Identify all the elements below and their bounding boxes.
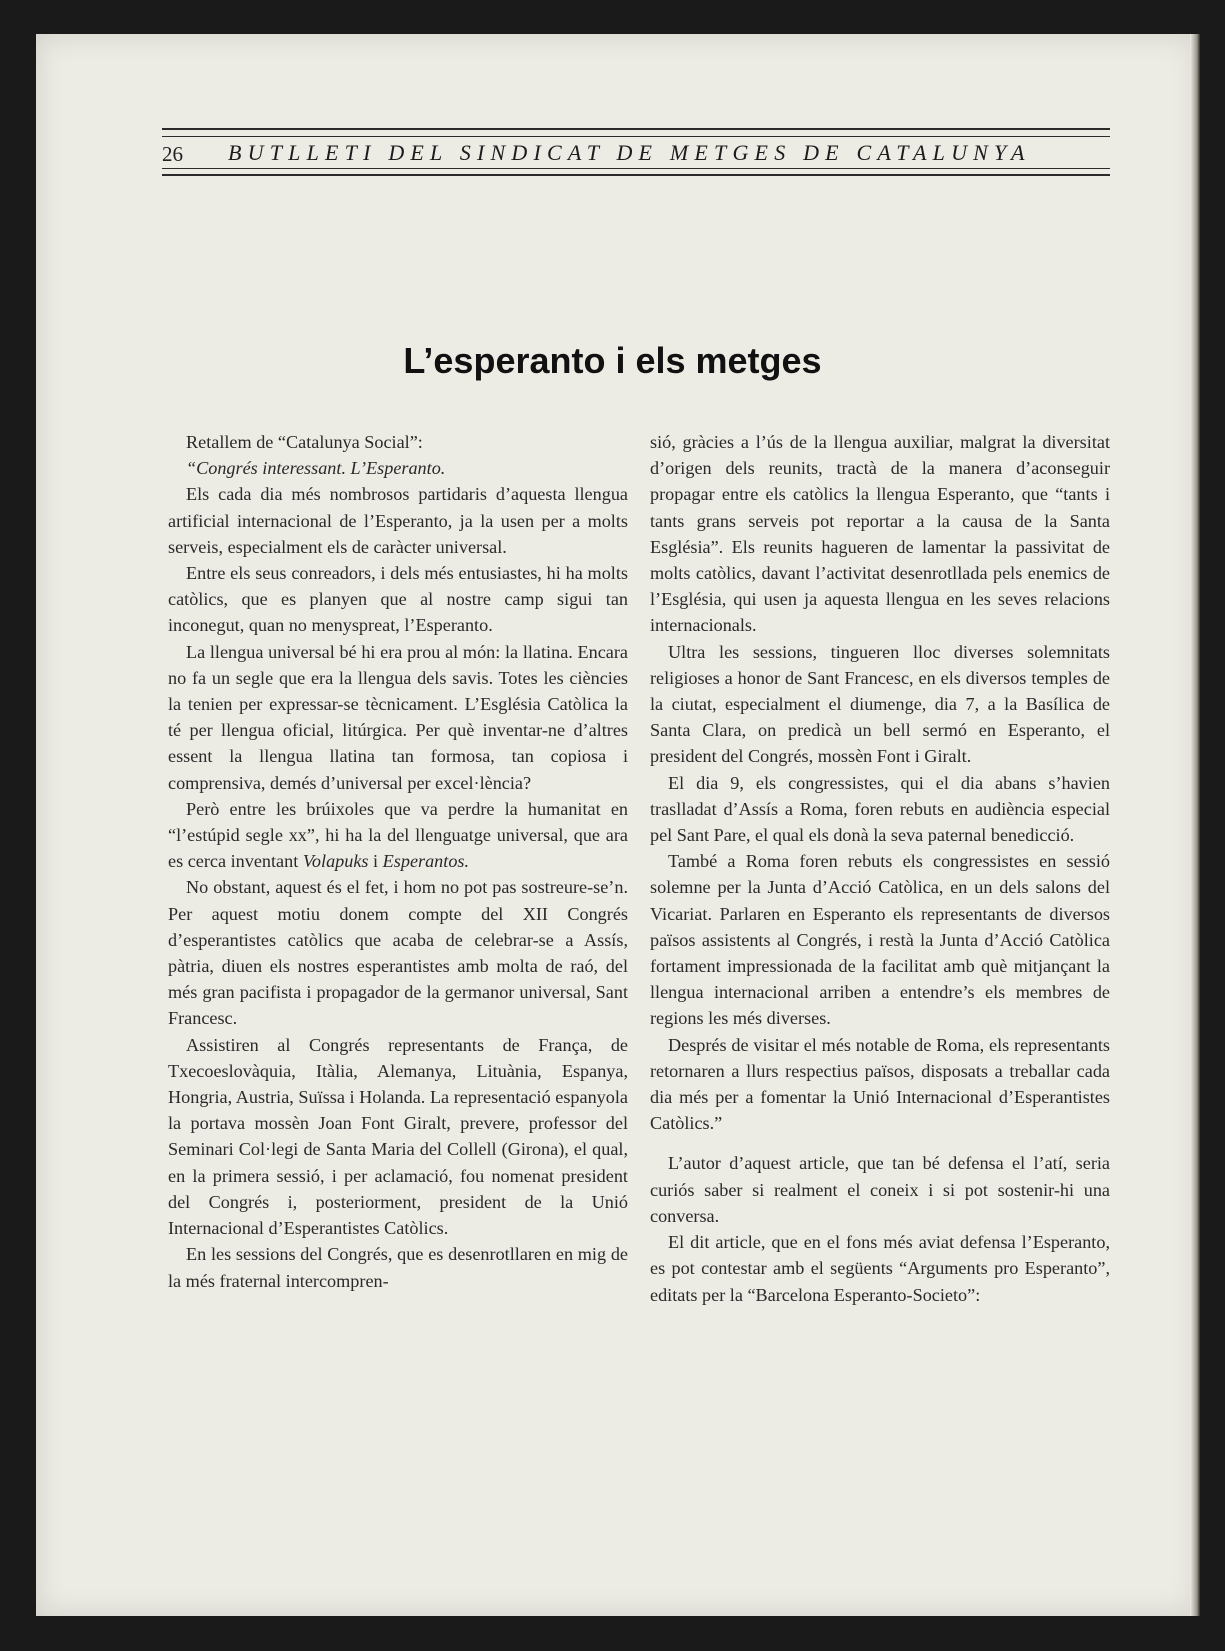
paragraph: També a Roma foren rebuts els congressistes en sessió solemne per la Junta d’Acció Catòlica, en un dels salons del Vicariat. Parlaren en Esperanto els representants de diversos països assistents al Congrés, i restà la Junta d’Acció Catòlica fortament impressionada de la facilitat amb què mitjançant la llengua internacional arriben a entendre’s els membres de regions les més diverses. — [650, 851, 1110, 1029]
paragraph: “Congrés interessant. L’Esperanto. — [186, 458, 446, 479]
paragraph: El dit article, que en el fons més aviat defensa l’Esperanto, es pot contestar amb el següents “Arguments pro Esperanto”, editats per la “Barcelona Esperanto-Societo”: — [650, 1232, 1110, 1305]
paragraph: Ultra les sessions, tingueren lloc diverses solemnitats religioses a honor de Sant Francesc, en els diversos temples de la ciutat, especialment el diumenge, dia 7, a la Basílica de Santa Clara, on predicà un bell sermó en Esperanto, el president del Congrés, mossèn Font i Giralt. — [650, 641, 1110, 767]
right-column — [650, 429, 1110, 1308]
paragraph: sió, gràcies a l’ús de la llengua auxiliar, malgrat la diversitat d’origen dels reunits, tractà de la manera d’aconseguir propagar entre els catòlics la llengua Esperanto, que “tants i tants grans serveis pot reportar a la causa de la Santa Església”. Els reunits hagueren de lamentar la passivitat de molts catòlics, davant l’activitat desenrotllada pels enemics de l’Església, qui usen ja aquesta llengua en les seves relacions internacionals. — [650, 432, 1110, 636]
paragraph: Després de visitar el més notable de Roma, els representants retornaren a llurs respectius països, disposats a treballar cada dia més per a fomentar la Unió Internacional d’Esperantistes Catòlics.” — [650, 1034, 1110, 1134]
running-header — [162, 124, 1110, 180]
header-rule-bottom — [162, 174, 1110, 176]
header-rule-top-thin — [162, 136, 1110, 137]
left-column — [168, 429, 628, 1294]
paragraph: Els cada dia més nombrosos partidaris d’aquesta llengua artificial internacional de l’Esperanto, ja la usen per a molts serveis, especialment els de caràcter universal. — [168, 484, 628, 557]
paragraph: En les sessions del Congrés, que es desenrotllaren en mig de la més fraternal intercompren- — [168, 1244, 628, 1291]
article-title: L’esperanto i els metges — [403, 340, 822, 381]
text-run: Però entre les brúixoles que va perdre la humanitat en “l’estúpid segle xx”, hi ha la del llenguatge universal, que ara es cerca inventant — [168, 798, 628, 872]
paragraph: Retallem de “Catalunya Social”: — [186, 432, 423, 452]
paragraph: Assistiren al Congrés representants de França, de Txecoeslovàquia, Itàlia, Alemanya, Lituània, Espanya, Hongria, Austria, Suïssa i Holanda. La representació espanyola la portava mossèn Joan Font Giralt, prevere, professor del Seminari Col·legi de Santa Maria del Collell (Girona), el qual, en la primera sessió, i per aclamació, fou nomenat president del Congrés i, posteriorment, president de la Unió Internacional d’Esperantistes Catòlics. — [168, 1034, 628, 1239]
paragraph: No obstant, aquest és el fet, i hom no pot pas sostreure-se’n. Per aquest motiu donem compte del XII Congrés d’esperantistes catòlics que acaba de celebrar-se a Assís, pàtria, diuen els nostres esperantistes amb molta de raó, del més gran pacifista i propagador de la germanor universal, Sant Francesc. — [168, 877, 628, 1029]
header-rule-top — [162, 128, 1110, 130]
paragraph: L’autor d’aquest article, que tan bé defensa el l’atí, seria curiós saber si realment el coneix i si pot sostenir-hi una conversa. — [650, 1153, 1110, 1226]
paragraph: Entre els seus conreadors, i dels més entusiastes, hi ha molts catòlics, que es planyen que al nostre camp sigui tan inconegut, quan no menyspreat, l’Esperanto. — [168, 563, 628, 636]
running-title: BUTLLETI DEL SINDICAT DE METGES DE CATALUNYA — [228, 140, 1031, 165]
text-run-italic: Esperantos. — [382, 851, 470, 872]
paragraph: La llengua universal bé hi era prou al món: la llatina. Encara no fa un segle que era la llengua dels savis. Totes les ciències la tenien per expressar-se tècnicament. L’Església Catòlica la té per llengua oficial, litúrgica. Per què inventar-ne d’altres essent la llengua llatina tan formosa, tan copiosa i comprensiva, demés d’universal per excel·lència? — [168, 641, 628, 793]
page-edge — [1190, 34, 1200, 1616]
paragraph: El dia 9, els congressistes, qui el dia abans s’havien traslladat d’Assís a Roma, foren rebuts en audiència especial pel Sant Pare, el qual els donà la seva paternal benedicció. — [650, 772, 1110, 846]
text-run-italic: Volapuks — [302, 851, 369, 872]
text-run: i — [373, 851, 379, 872]
page-number: 26 — [162, 142, 183, 166]
paragraph — [168, 796, 628, 875]
header-rule-bottom-thin — [162, 168, 1110, 169]
